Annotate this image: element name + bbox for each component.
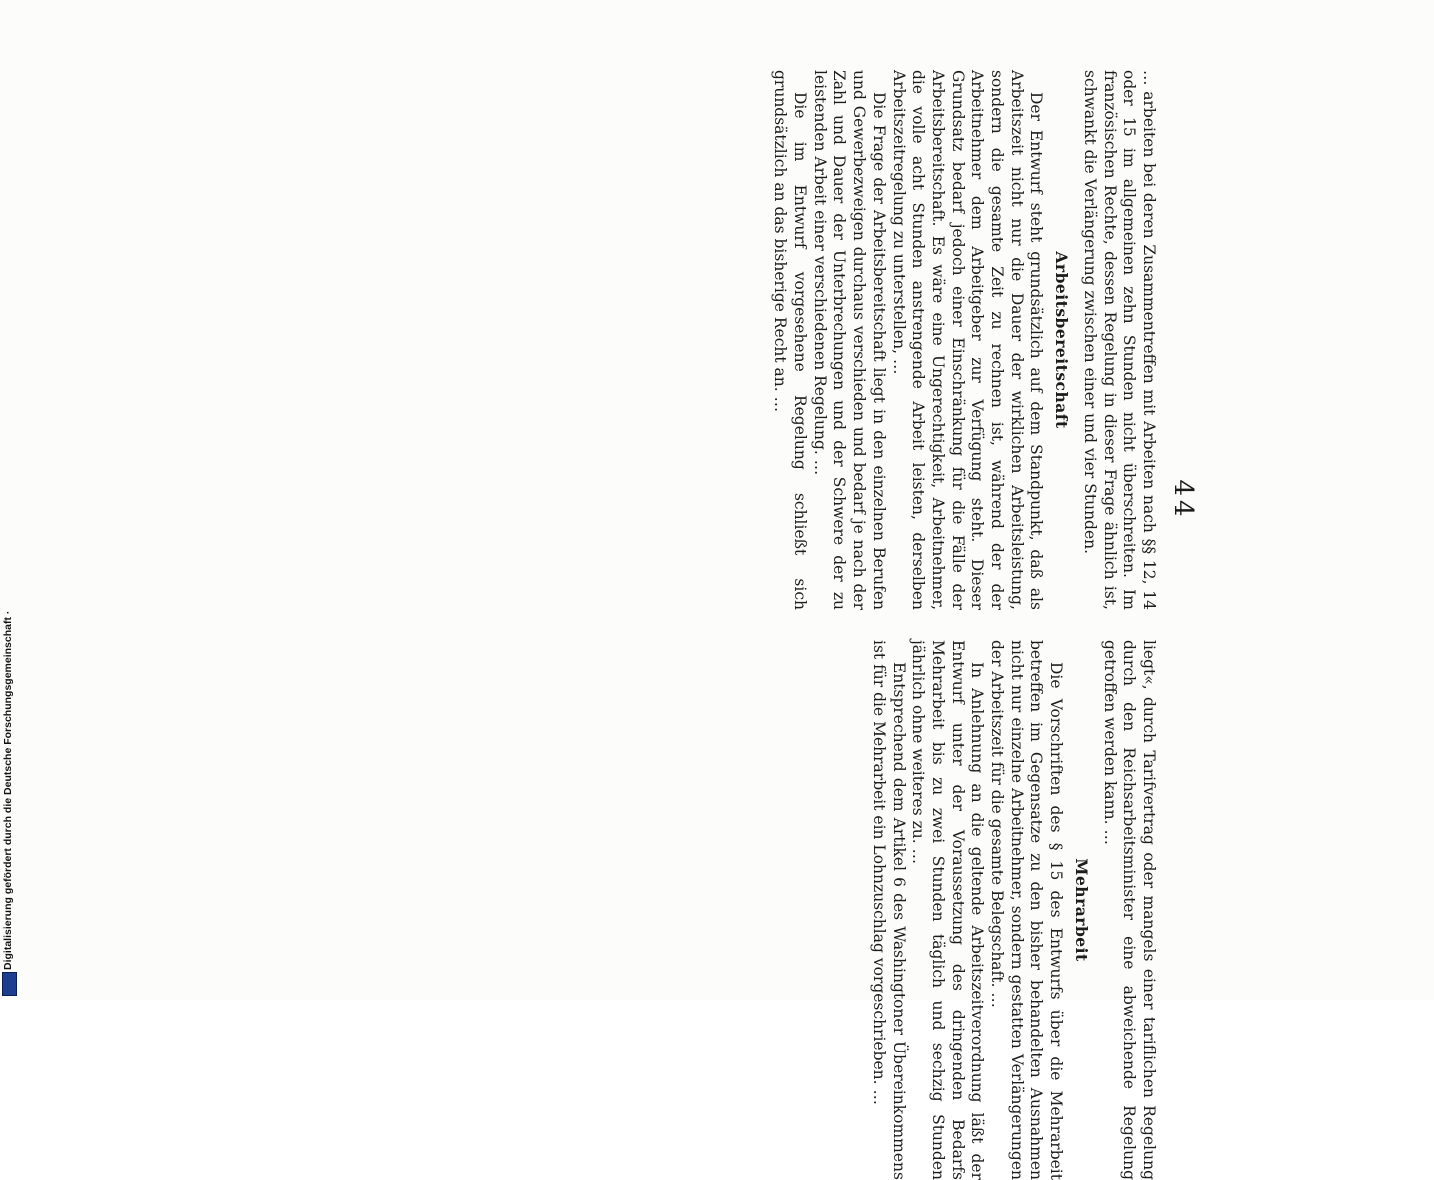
right-column <box>868 640 1158 1180</box>
paragraph: liegt«, durch Tarifvertrag oder mangels einer tariflichen Regelung durch den Reichsarbeitsminister eine abweichende Regelung getroffen werden kann. … <box>1100 640 1158 1180</box>
paragraph: Die Frage der Arbeitsbereitschaft liegt in den einzelnen Berufen und Gewerbezweigen durchaus verschieden und bedarf je nach der Zahl und Dauer der Unterbrechungen und der Schwere der zu leistenden Arbeit einer verschiedenen Regelung. … <box>810 70 888 610</box>
paragraph: Entsprechend dem Artikel 6 des Washingtoner Übereinkommens ist für die Mehrarbeit ein Lohnzuschlag vorgeschrieben. … <box>869 640 908 1180</box>
paragraph: Die Vorschriften des § 15 des Entwurfs über die Mehrarbeit betreffen im Gegensatze zu den bisher behandelten Ausnahmen nicht nur einzelne Arbeitnehmer, sondern gestatten Verlängerungen der Arbeitszeit für die gesamte Belegschaft. … <box>988 640 1066 1180</box>
section-heading: Mehrarbeit <box>1071 858 1091 962</box>
paragraph: In Anlehnung an die geltende Arbeitszeitverordnung läßt der Entwurf unter der Voraussetzung des dringenden Bedarfs Mehrarbeit bis zu zwei Stunden täglich und sechzig Stunden jährlich ohne weiteres zu. … <box>909 640 987 1180</box>
paragraph: Der Entwurf steht grundsätzlich auf dem Standpunkt, daß als Arbeitszeit nicht nur die Dauer der wirklichen Arbeitsleistung, sondern die gesamte Zeit zu rechnen ist, während der der Arbeitnehmer dem Arbeitgeber zur Verfügung steht. Dieser Grundsatz bedarf jedoch einer Einschränkung für die Fälle der Arbeitsbereitschaft. Es wäre eine Ungerechtigkeit, Arbeitnehmer, die volle acht Stunden anstrengende Arbeit leisten, derselben Arbeitszeitregelung zu unterstellen, … <box>889 70 1046 610</box>
paragraph: Die im Entwurf vorgesehene Regelung schließt sich grundsätzlich an das bisherige Recht an. … <box>771 70 810 610</box>
page-number: 44 <box>1168 479 1198 521</box>
section-heading: Arbeitsbereitschaft <box>1052 251 1072 429</box>
left-column <box>770 70 1158 610</box>
footer-credit: Digitalisierung gefördert durch die Deutsche Forschungsgemeinschaft · <box>2 610 14 970</box>
rotated-page-content <box>90 70 1200 1180</box>
paragraph: … arbeiten bei deren Zusammentreffen mit Arbeiten nach §§ 12, 14 oder 15 im allgemeinen zehn Stunden nicht überschreiten. Im französischen Rechte, dessen Regelung in dieser Frage ähnlich ist, schwankt die Verlängerung zwischen einer und vier Stunden. <box>1080 70 1158 610</box>
dfg-logo-icon <box>2 972 17 996</box>
digitization-footer <box>0 0 18 1000</box>
